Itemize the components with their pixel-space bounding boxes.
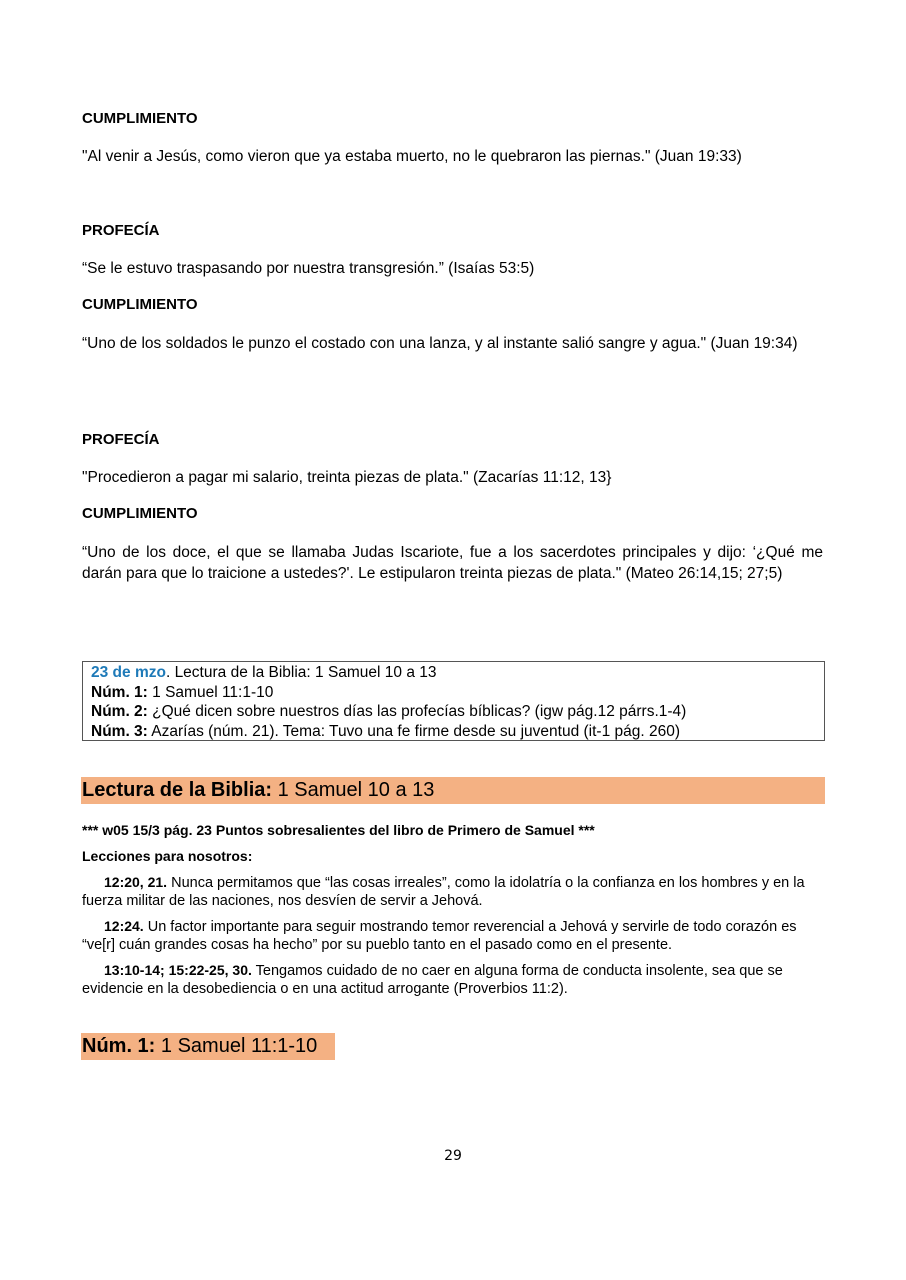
heading-profecia-1: PROFECÍA	[82, 222, 160, 239]
lesson-text-2: Un factor importante para seguir mostrando temor reverencial a Jehová y servirle de todo corazón es “ve[r] cuán grandes cosas ha hecho” por su pueblo tanto en el pasado como en el presente.	[82, 919, 797, 953]
lesson-item-3	[82, 961, 823, 998]
lesson-ref-3: 13:10-14; 15:22-25, 30.	[104, 962, 252, 978]
n1-label: Núm. 1:	[91, 683, 148, 701]
paragraph-prophecy-1: “Se le estuvo traspasando por nuestra transgresión.” (Isaías 53:5)	[82, 260, 535, 277]
lesson-text-3: Tengamos cuidado de no caer en alguna forma de conducta insolente, sea que se evidencie en la desobediencia o en una actitud arrogante (Proverbios 11:2).	[82, 963, 783, 997]
heading-cumplimiento-3: CUMPLIMIENTO	[82, 505, 198, 522]
schedule-line-date	[91, 663, 816, 683]
lessons-heading: Lecciones para nosotros:	[82, 848, 253, 864]
n2-text: ¿Qué dicen sobre nuestros días las profecías bíblicas? (igw pág.12 párrs.1-4)	[147, 703, 687, 720]
reading-section-title	[81, 777, 825, 804]
lesson-text-1: Nunca permitamos que “las cosas irreales”, como la idolatría o la confianza en los hombres y en la fuerza militar de las naciones, nos desvíen de servir a Jehová.	[82, 875, 805, 909]
source-reference: *** w05 15/3 pág. 23 Puntos sobresalientes del libro de Primero de Samuel ***	[82, 822, 595, 838]
lesson-item-2	[82, 917, 823, 954]
n2-label: Núm. 2:	[91, 703, 148, 720]
heading-cumplimiento-1: CUMPLIMIENTO	[82, 110, 198, 127]
num1-section-title	[81, 1033, 335, 1060]
paragraph-fulfillment-1: "Al venir a Jesús, como vieron que ya estaba muerto, no le quebraron las piernas." (Juan 19:33)	[82, 148, 742, 165]
reading-title-rest: 1 Samuel 10 a 13	[272, 779, 435, 801]
num1-title-bold: Núm. 1:	[82, 1035, 156, 1057]
paragraph-fulfillment-3: “Uno de los doce, el que se llamaba Judas Iscariote, fue a los sacerdotes principales y dijo: ‘¿Qué me darán para que lo traicione a ustedes?'. Le estipularon treinta piezas de plata." (Mateo 26:14,15; 27;5)	[82, 544, 823, 582]
page-number: 29	[444, 1148, 462, 1164]
n3-text: Azarías (núm. 21). Tema: Tuvo una fe firme desde su juventud (it-1 pág. 260)	[147, 722, 681, 740]
lesson-item-1	[82, 873, 823, 910]
num1-title-rest: 1 Samuel 11:1-10	[155, 1035, 318, 1057]
schedule-reading: . Lectura de la Biblia: 1 Samuel 10 a 13	[165, 664, 437, 681]
lesson-ref-2: 12:24.	[104, 918, 144, 934]
schedule-box	[82, 661, 825, 741]
n3-label: Núm. 3:	[91, 722, 148, 740]
schedule-date: 23 de mzo	[91, 664, 166, 681]
lesson-ref-1: 12:20, 21.	[104, 874, 168, 890]
reading-title-bold: Lectura de la Biblia:	[82, 779, 273, 801]
paragraph-prophecy-2: "Procedieron a pagar mi salario, treinta piezas de plata." (Zacarías 11:12, 13}	[82, 469, 612, 486]
paragraph-fulfillment-2: “Uno de los soldados le punzo el costado con una lanza, y al instante salió sangre y agua." (Juan 19:34)	[82, 335, 798, 352]
schedule-line-n1	[91, 683, 816, 703]
heading-cumplimiento-2: CUMPLIMIENTO	[82, 296, 198, 313]
n1-text: 1 Samuel 11:1-10	[147, 683, 274, 701]
heading-profecia-2: PROFECÍA	[82, 431, 160, 448]
schedule-line-n2	[91, 702, 816, 722]
schedule-line-n3	[91, 722, 816, 742]
